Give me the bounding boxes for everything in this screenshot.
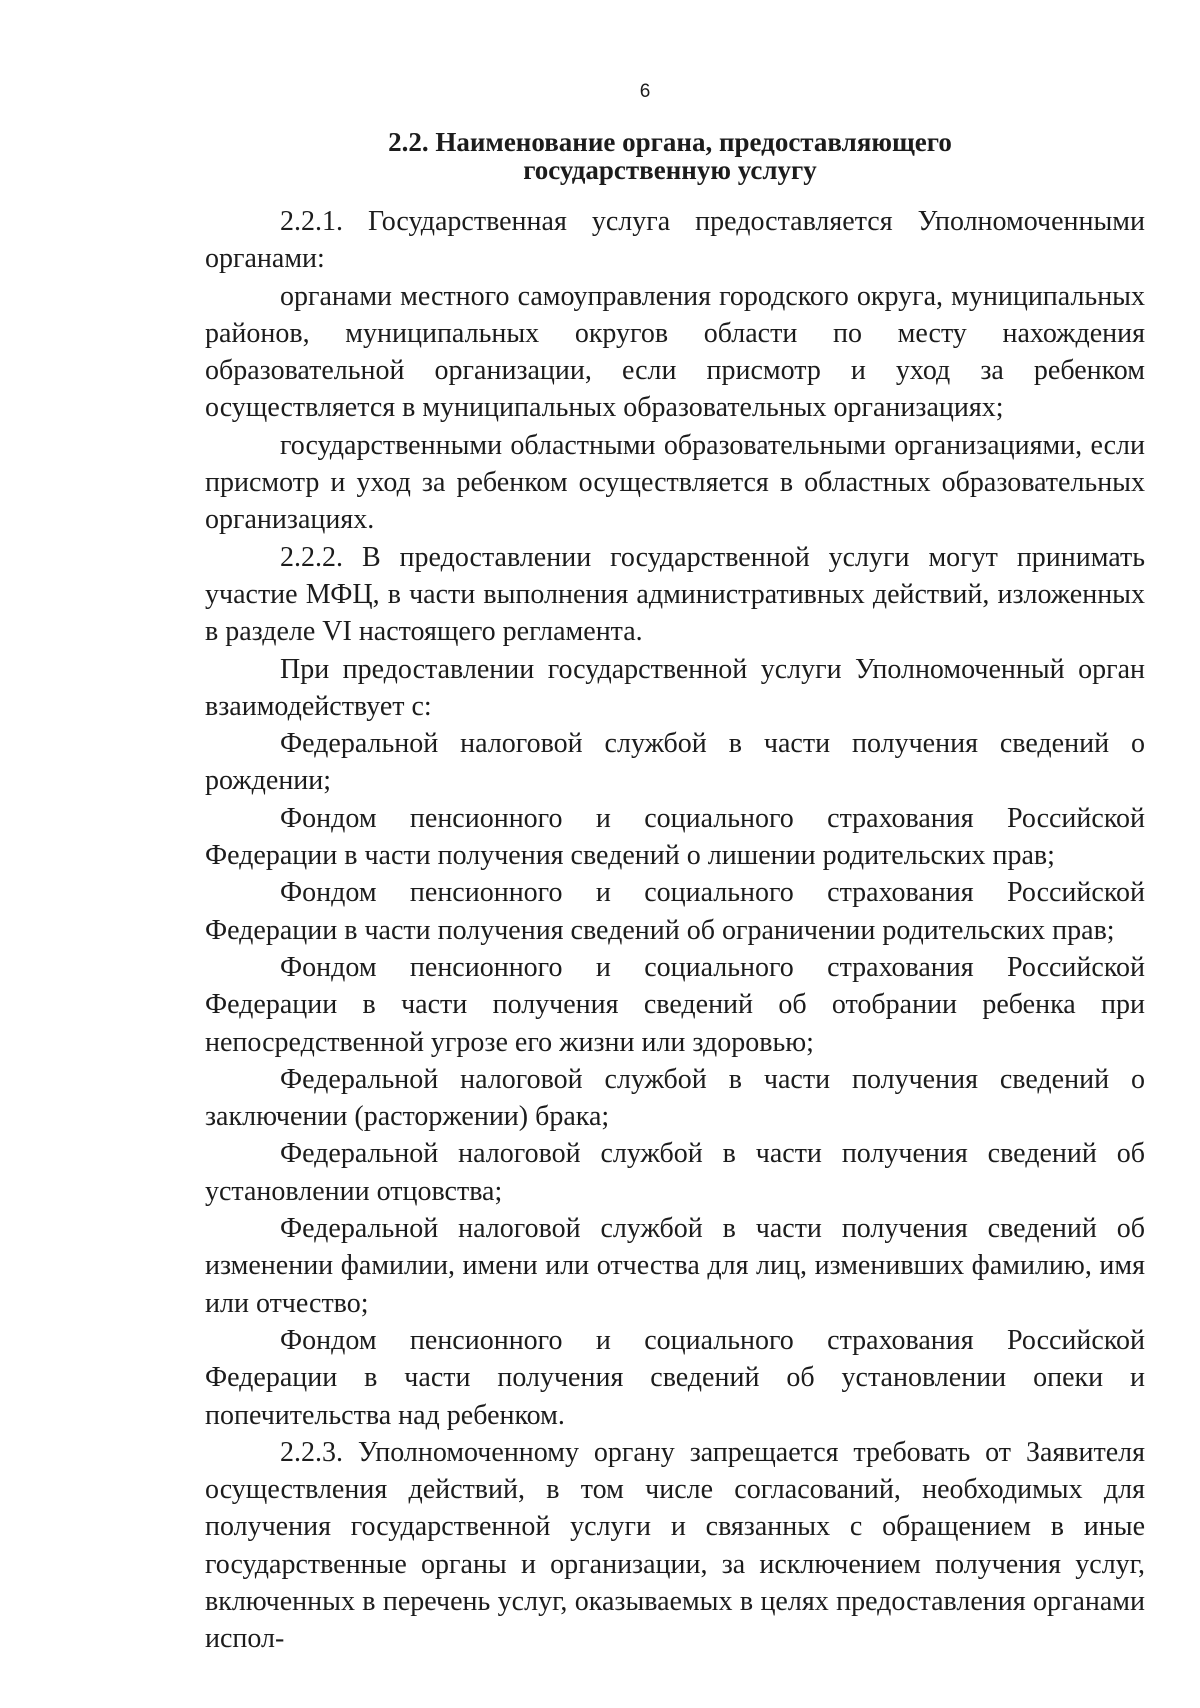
- section-title: [200, 128, 1140, 184]
- paragraph: Федеральной налоговой службой в части получения сведений об изменении фамилии, имени или отчества для лиц, изменивших фамилию, имя или отчество;: [205, 1213, 1145, 1319]
- section-title-line: государственную услугу: [523, 155, 817, 185]
- paragraph: Федеральной налоговой службой в части получения сведений об установлении отцовства;: [205, 1138, 1145, 1207]
- section-title-line: 2.2. Наименование органа, предоставляющего: [388, 127, 952, 157]
- paragraph: При предоставлении государственной услуги Уполномоченный орган взаимодействует с:: [205, 653, 1145, 722]
- paragraph: государственными областными образовательными организациями, если присмотр и уход за ребенком осуществляется в областных образовательных организациях.: [205, 429, 1145, 536]
- paragraph: Федеральной налоговой службой в части получения сведений о заключении (расторжении) брака;: [205, 1063, 1145, 1133]
- paragraph: Фондом пенсионного и социального страхования Российской Федерации в части получения сведений об установлении опеки и попечительства над ребенком.: [205, 1324, 1145, 1431]
- paragraph: 2.2.2. В предоставлении государственной услуги могут принимать участие МФЦ, в части выполнения административных действий, изложенных в разделе VI настоящего регламента.: [205, 541, 1145, 648]
- paragraph: органами местного самоуправления городского округа, муниципальных районов, муниципальных округов области по месту нахождения образовательной организации, если присмотр и уход за ребенком осуществляется в муниципальных образовательных организациях;: [205, 280, 1145, 424]
- paragraph: Фондом пенсионного и социального страхования Российской Федерации в части получения сведений об ограничении родительских прав;: [205, 877, 1145, 946]
- paragraph: Фондом пенсионного и социального страхования Российской Федерации в части получения сведений о лишении родительских прав;: [205, 802, 1145, 872]
- paragraph: 2.2.3. Уполномоченному органу запрещается требовать от Заявителя осуществления действий, в том числе согласований, необходимых для получения государственной услуги и связанных с обращением в иные государственные органы и организации, за исключением получения услуг, включенных в перечень услуг, оказываемых в целях предоставления органами испол-: [205, 1436, 1145, 1655]
- page-number: 6: [639, 81, 651, 102]
- paragraph: Фондом пенсионного и социального страхования Российской Федерации в части получения сведений об отобрании ребенка при непосредственной угрозе его жизни или здоровью;: [205, 951, 1145, 1058]
- paragraph: 2.2.1. Государственная услуга предоставляется Уполномоченными органами:: [205, 206, 1145, 275]
- paragraph: Федеральной налоговой службой в части получения сведений о рождении;: [205, 728, 1145, 797]
- document-body: [205, 203, 1145, 1658]
